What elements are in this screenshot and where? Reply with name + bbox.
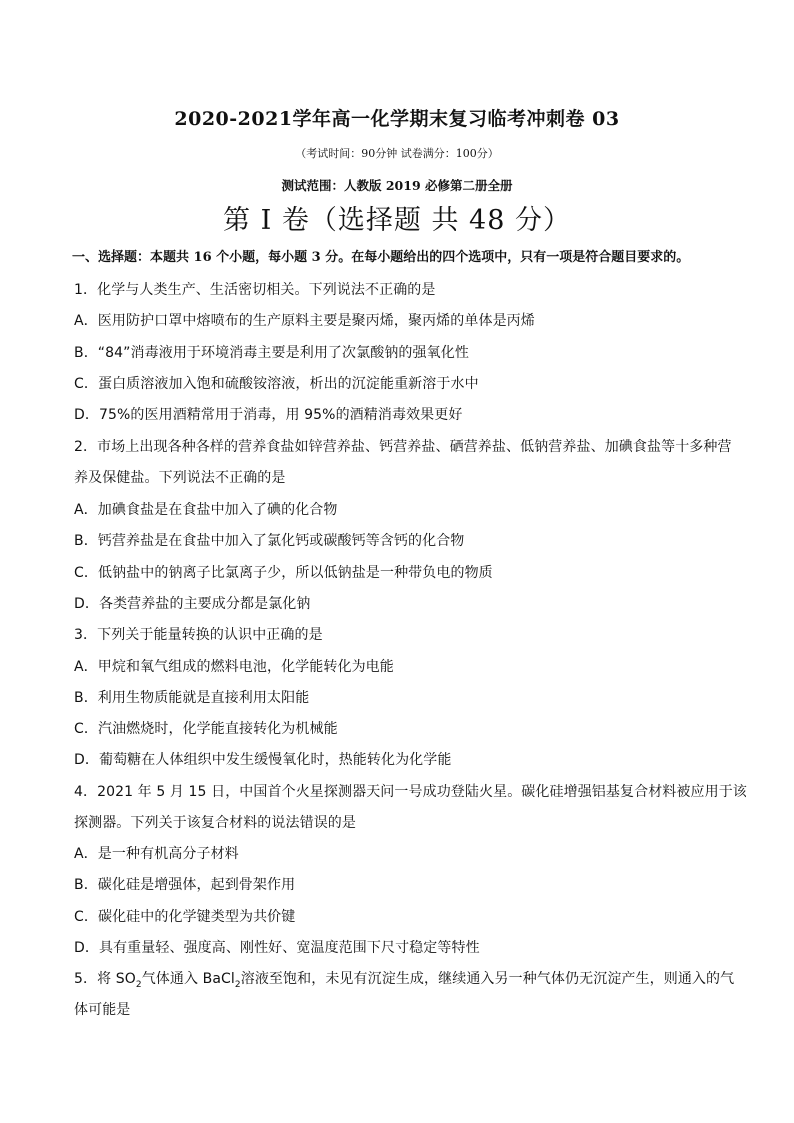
section-title: 第 I 卷（选择题 共 48 分） (223, 205, 571, 236)
question-5-stem-line-1 (74, 968, 734, 990)
question-4-option-b: B．碳化硅是增强体，起到骨架作用 (74, 877, 296, 893)
question-2-stem-line-1: 2．市场上出现各种各样的营养食盐如锌营养盐、钙营养盐、硒营养盐、低钠营养盐、加碘食盐等十多种营 (74, 439, 732, 455)
question-4-stem-line-1: 4．2021 年 5 月 15 日，中国首个火星探测器天问一号成功登陆火星。碳化硅增强铝基复合材料被应用于该 (74, 784, 747, 800)
question-1-option-b: B．“84”消毒液用于环境消毒主要是利用了次氯酸钠的强氧化性 (74, 345, 469, 361)
q5-text-part-1: 5．将 SO (74, 971, 136, 987)
question-1-option-d: D．75%的医用酒精常用于消毒，用 95%的酒精消毒效果更好 (74, 407, 463, 423)
exam-title: 2020-2021学年高一化学期末复习临考冲刺卷 03 (174, 108, 620, 130)
question-2-stem-line-2: 养及保健盐。下列说法不正确的是 (74, 470, 286, 486)
question-4-option-a: A．是一种有机高分子材料 (74, 846, 239, 862)
test-scope: 测试范围：人教版 2019 必修第二册全册 (281, 178, 513, 193)
question-4-option-c: C．碳化硅中的化学键类型为共价键 (74, 909, 296, 925)
q5-subscript-2: 2 (234, 979, 241, 990)
question-2-option-b: B．钙营养盐是在食盐中加入了氯化钙或碳酸钙等含钙的化合物 (74, 533, 465, 549)
question-2-option-c: C．低钠盐中的钠离子比氯离子少，所以低钠盐是一种带负电的物质 (74, 565, 493, 581)
q5-subscript-1: 2 (135, 979, 142, 990)
question-2-option-d: D．各类营养盐的主要成分都是氯化钠 (74, 596, 311, 612)
question-1-option-a: A．医用防护口罩中熔喷布的生产原料主要是聚丙烯，聚丙烯的单体是丙烯 (74, 313, 535, 329)
question-3-option-c: C．汽油燃烧时，化学能直接转化为机械能 (74, 721, 338, 737)
question-1-option-c: C．蛋白质溶液加入饱和硫酸铵溶液，析出的沉淀能重新溶于水中 (74, 376, 479, 392)
q5-text-part-2: 气体通入 BaCl (141, 971, 235, 987)
question-3-option-b: B．利用生物质能就是直接利用太阳能 (74, 690, 310, 706)
question-3-stem: 3．下列关于能量转换的认识中正确的是 (74, 627, 323, 643)
exam-time-info: （考试时间：90分钟 试卷满分：100分） (295, 147, 499, 160)
question-2-option-a: A．加碘食盐是在食盐中加入了碘的化合物 (74, 502, 338, 518)
question-4-stem-line-2: 探测器。下列关于该复合材料的说法错误的是 (74, 815, 356, 831)
question-1-stem: 1．化学与人类生产、生活密切相关。下列说法不正确的是 (74, 282, 436, 298)
question-3-option-a: A．甲烷和氧气组成的燃料电池，化学能转化为电能 (74, 659, 394, 675)
q5-text-part-3: 溶液至饱和，未见有沉淀生成，继续通入另一种气体仍无沉淀产生，则通入的气 (240, 971, 735, 987)
question-4-option-d: D．具有重量轻、强度高、刚性好、宽温度范围下尺寸稳定等特性 (74, 940, 480, 956)
section-instructions: 一、选择题：本题共 16 个小题，每小题 3 分。在每小题给出的四个选项中，只有一项是符合题目要求的。 (72, 250, 690, 265)
question-3-option-d: D．葡萄糖在人体组织中发生缓慢氧化时，热能转化为化学能 (74, 752, 452, 768)
question-5-stem-line-2: 体可能是 (74, 1002, 131, 1018)
